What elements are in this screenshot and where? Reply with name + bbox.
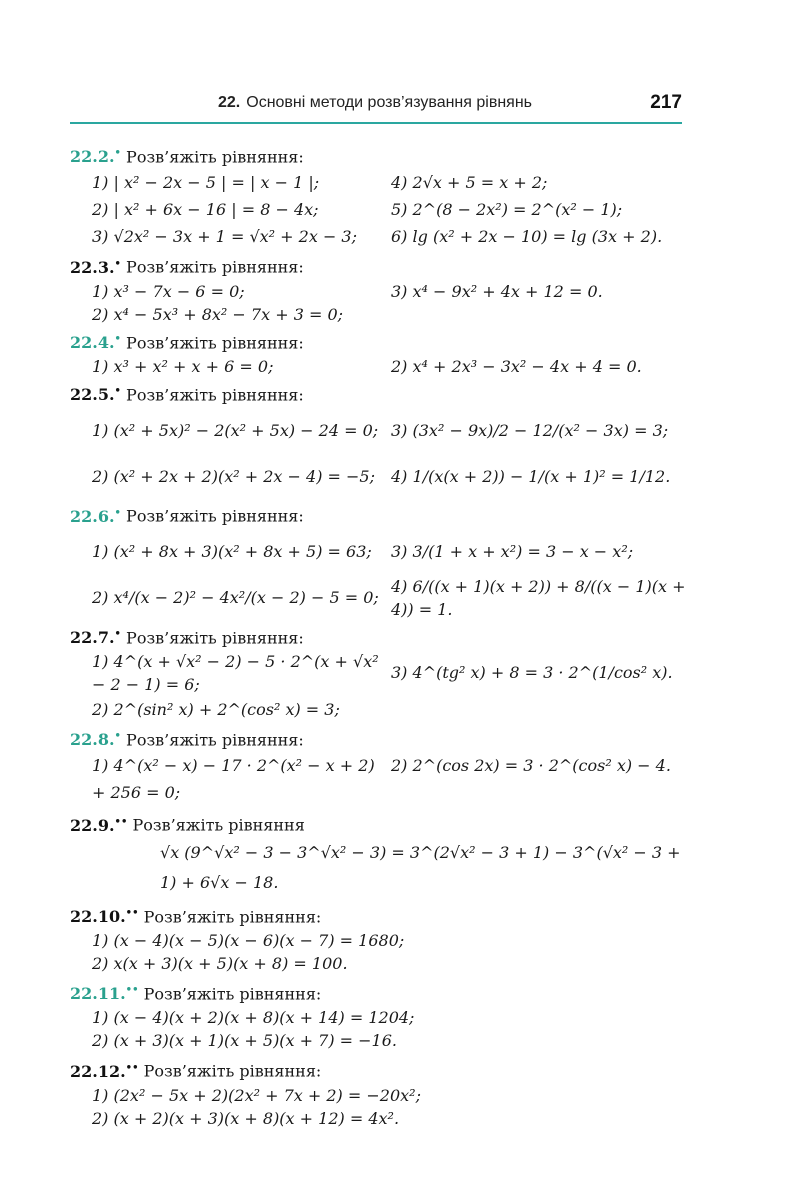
- equation: 1) (x − 4)(x − 5)(x − 6)(x − 7) = 1680;: [92, 930, 405, 950]
- problem-22-8: [70, 725, 690, 806]
- problem-number: 22.12.••: [70, 1061, 139, 1081]
- equation: 1) (x² + 8x + 3)(x² + 8x + 5) = 63;: [92, 542, 372, 562]
- problem-22-4: [70, 328, 690, 378]
- equation: 1) 4^(x + √x² − 2) − 5 · 2^(x + √x² − 2 − 1) = 6;: [92, 651, 379, 694]
- equation: 3) (3x² − 9x)/2 − 12/(x² − 3x) = 3;: [391, 420, 669, 440]
- problem-22-5: [70, 380, 690, 499]
- equation: 4) 2√x + 5 = x + 2;: [391, 173, 548, 193]
- problem-prompt: Розв’яжіть рівняння: [132, 815, 305, 835]
- equation: 1) (2x² − 5x + 2)(2x² + 7x + 2) = −20x²;: [92, 1085, 421, 1105]
- problem-22-2: [70, 142, 690, 250]
- problem-22-3: [70, 252, 690, 325]
- page-header: [70, 92, 682, 124]
- problem-prompt: Розв’яжіть рівняння:: [126, 332, 304, 352]
- equation: 6) lg (x² + 2x − 10) = lg (3x + 2).: [391, 227, 663, 247]
- problem-prompt: Розв’яжіть рівняння:: [126, 147, 304, 167]
- problem-22-12: [70, 1056, 690, 1129]
- equation: 2) x⁴ + 2x³ − 3x² − 4x + 4 = 0.: [391, 356, 642, 376]
- problem-number: 22.4.•: [70, 332, 121, 352]
- problem-number: 22.10.••: [70, 906, 139, 926]
- equation: 3) 3/(1 + x + x²) = 3 − x − x²;: [391, 542, 634, 562]
- problem-22-11: [70, 979, 690, 1052]
- equation: 3) x⁴ − 9x² + 4x + 12 = 0.: [391, 281, 603, 301]
- problem-number: 22.2.•: [70, 147, 121, 167]
- equation: 2) x⁴ − 5x³ + 8x² − 7x + 3 = 0;: [92, 304, 344, 324]
- problem-22-6: [70, 501, 690, 620]
- problem-prompt: Розв’яжіть рівняння:: [126, 730, 304, 750]
- equation: 1) (x − 4)(x + 2)(x + 8)(x + 14) = 1204;: [92, 1008, 415, 1028]
- problem-prompt: Розв’яжіть рівняння:: [126, 506, 304, 526]
- equation: 4) 1/(x(x + 2)) − 1/(x + 1)² = 1/12.: [391, 466, 671, 486]
- equation: 2) (x + 3)(x + 1)(x + 5)(x + 7) = −16.: [92, 1031, 397, 1051]
- problem-22-9: [70, 810, 690, 897]
- equation: 1) | x² − 2x − 5 | = | x − 1 |;: [92, 173, 320, 193]
- problem-prompt: Розв’яжіть рівняння:: [126, 257, 304, 277]
- equation: 2) 2^(sin² x) + 2^(cos² x) = 3;: [92, 699, 340, 719]
- problem-prompt: Розв’яжіть рівняння:: [126, 385, 304, 405]
- equation: 2) x⁴/(x − 2)² − 4x²/(x − 2) − 5 = 0;: [92, 588, 379, 608]
- equation: 1) (x² + 5x)² − 2(x² + 5x) − 24 = 0;: [92, 420, 379, 440]
- problem-22-7: [70, 623, 690, 723]
- equation: 2) | x² + 6x − 16 | = 8 − 4x;: [92, 200, 319, 220]
- problem-number: 22.6.•: [70, 506, 121, 526]
- problem-22-10: [70, 902, 690, 975]
- chapter-title: Основні методи розв’язування рівнянь: [246, 94, 532, 111]
- problem-prompt: Розв’яжіть рівняння:: [143, 984, 322, 1004]
- equation: 2) x(x + 3)(x + 5)(x + 8) = 100.: [92, 953, 348, 973]
- equation: 1) x³ − 7x − 6 = 0;: [92, 281, 245, 301]
- problem-prompt: Розв’яжіть рівняння:: [126, 627, 304, 647]
- equation: 3) 4^(tg² x) + 8 = 3 · 2^(1/cos² x).: [391, 663, 673, 683]
- problem-number: 22.5.•: [70, 385, 121, 405]
- equation: 1) 4^(x² − x) − 17 · 2^(x² − x + 2) + 256 = 0;: [92, 756, 375, 803]
- equation: 2) (x² + 2x + 2)(x² + 2x − 4) = −5;: [92, 466, 375, 486]
- chapter-number: 22.: [218, 94, 241, 111]
- equation: 3) √2x² − 3x + 1 = √x² + 2x − 3;: [92, 227, 357, 247]
- problem-number: 22.7.•: [70, 627, 121, 647]
- equation: √x (9^√x² − 3 − 3^√x² − 3) = 3^(2√x² − 3 + 1) − 3^(√x² − 3 + 1) + 6√x − 18.: [160, 842, 681, 892]
- problem-number: 22.11.••: [70, 984, 139, 1004]
- problem-number: 22.8.•: [70, 730, 121, 750]
- equation: 4) 6/((x + 1)(x + 2)) + 8/((x − 1)(x + 4)) = 1.: [391, 576, 686, 619]
- equation: 5) 2^(8 − 2x²) = 2^(x² − 1);: [391, 200, 623, 220]
- problem-number: 22.9.••: [70, 815, 128, 835]
- equation: 2) (x + 2)(x + 3)(x + 8)(x + 12) = 4x².: [92, 1108, 400, 1128]
- problem-prompt: Розв’яжіть рівняння:: [143, 1061, 322, 1081]
- chapter-heading: [218, 94, 532, 112]
- problem-number: 22.3.•: [70, 257, 121, 277]
- problem-prompt: Розв’яжіть рівняння:: [143, 906, 322, 926]
- exercise-list: [70, 142, 690, 1132]
- equation: 1) x³ + x² + x + 6 = 0;: [92, 356, 274, 376]
- page-number: 217: [650, 92, 682, 113]
- equation: 2) 2^(cos 2x) = 3 · 2^(cos² x) − 4.: [391, 756, 671, 776]
